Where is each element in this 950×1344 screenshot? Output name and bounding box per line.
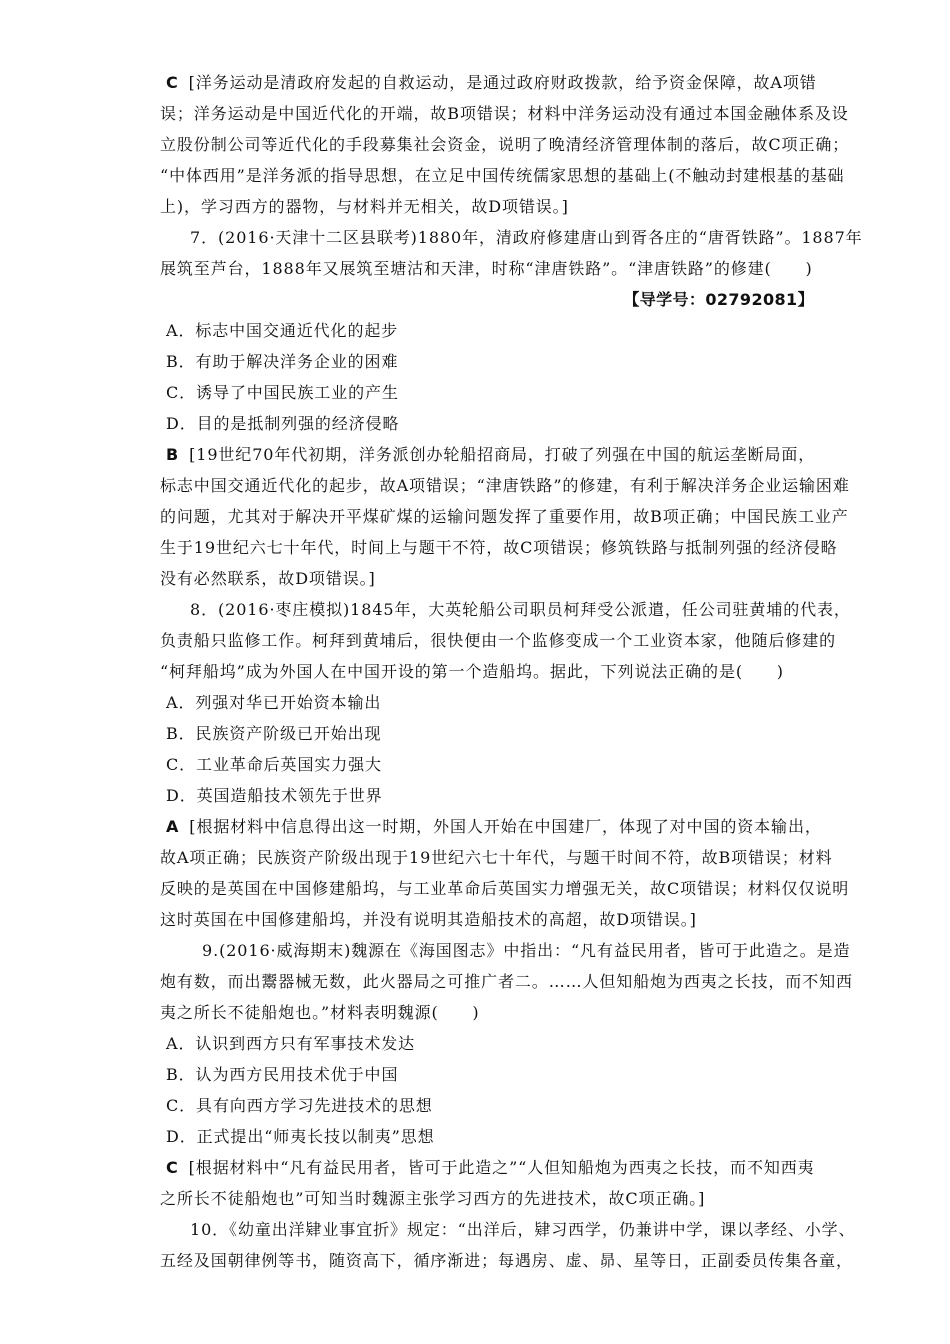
text-line bbox=[202, 941, 852, 961]
answer-letter: A bbox=[166, 817, 180, 836]
line-text: 立股份制公司等近代化的手段募集社会资金，说明了晚清经济管理体制的落后，故C项正确； bbox=[160, 135, 850, 154]
answer-letter: C bbox=[166, 73, 179, 92]
text-line bbox=[160, 135, 850, 155]
text-line bbox=[190, 1220, 856, 1240]
line-text: B．民族资产阶级已开始出现 bbox=[166, 724, 382, 743]
option-line bbox=[166, 724, 816, 744]
answer-letter: B bbox=[166, 445, 180, 464]
text-line bbox=[160, 197, 810, 217]
text-line bbox=[160, 879, 850, 899]
line-text: 7．(2016·天津十二区县联考)1880年，清政府修建唐山到胥各庄的“唐胥铁路”。1887年 bbox=[190, 228, 863, 247]
line-text: 炮有数，而出鬻器械无数，此火器局之可推广者二。……人但知船炮为西夷之长技，而不知西 bbox=[160, 972, 853, 991]
line-text: [洋务运动是清政府发起的自救运动，是通过政府财政拨款，给予资金保障，故A项错 bbox=[188, 73, 817, 92]
text-line bbox=[160, 1189, 810, 1209]
line-text: 故A项正确；民族资产阶级出现于19世纪六七十年代，与题干时间不符，故B项错误；材料 bbox=[160, 848, 833, 867]
line-text: 【导学号：02792081】 bbox=[623, 290, 814, 309]
line-text: D．英国造船技术领先于世界 bbox=[166, 786, 383, 805]
option-line bbox=[166, 1096, 816, 1116]
line-text: 上)，学习西方的器物，与材料并无相关，故D项错误。] bbox=[160, 197, 569, 216]
line-text: C．诱导了中国民族工业的产生 bbox=[166, 383, 399, 402]
text-line bbox=[160, 910, 810, 930]
line-text: C．工业革命后英国实力强大 bbox=[166, 755, 382, 774]
text-line bbox=[160, 259, 813, 279]
line-text: A．列强对华已开始资本输出 bbox=[166, 693, 382, 712]
line-text: 之所长不徒船炮也”可知当时魏源主张学习西方的先进技术，故C项正确。] bbox=[160, 1189, 706, 1208]
option-line bbox=[166, 1127, 816, 1147]
option-line bbox=[166, 1065, 816, 1085]
text-line bbox=[190, 600, 851, 620]
text-line bbox=[160, 1003, 810, 1023]
line-text: B．认为西方民用技术优于中国 bbox=[166, 1065, 399, 1084]
text-line bbox=[160, 507, 849, 527]
option-line bbox=[166, 755, 816, 775]
answer-line bbox=[166, 445, 816, 465]
line-text: 8．(2016·枣庄模拟)1845年，大英轮船公司职员柯拜受公派遣，任公司驻黄埔的代表， bbox=[190, 600, 851, 619]
line-text: 夷之所长不徒船炮也。”材料表明魏源( ) bbox=[160, 1003, 480, 1022]
option-line bbox=[166, 786, 816, 806]
text-line bbox=[160, 972, 853, 992]
answer-line bbox=[166, 73, 816, 93]
line-text: 9.(2016·威海期末)魏源在《海国图志》中指出：“凡有益民用者，皆可于此造之。是造 bbox=[202, 941, 851, 960]
text-line bbox=[160, 1251, 853, 1271]
line-text: 五经及国朝律例等书，随资高下，循序渐进；每遇房、虚、昴、星等日，正副委员传集各童， bbox=[160, 1251, 853, 1270]
line-text: B．有助于解决洋务企业的困难 bbox=[166, 352, 399, 371]
answer-line bbox=[166, 1158, 816, 1178]
line-text: [19世纪70年代初期，洋务派创办轮船招商局，打破了列强在中国的航运垄断局面， bbox=[189, 445, 816, 464]
answer-line bbox=[166, 817, 822, 837]
text-line bbox=[160, 104, 849, 124]
option-line bbox=[166, 352, 816, 372]
line-text: D．目的是抵制列强的经济侵略 bbox=[166, 414, 400, 433]
line-text: 这时英国在中国修建船坞，并没有说明其造船技术的高超，故D项错误。] bbox=[160, 910, 697, 929]
option-line bbox=[166, 383, 816, 403]
option-line bbox=[166, 693, 816, 713]
line-text: 没有必然联系，故D项错误。] bbox=[160, 569, 376, 588]
option-line bbox=[166, 1034, 816, 1054]
text-line bbox=[190, 228, 863, 248]
line-text: A．认识到西方只有军事技术发达 bbox=[166, 1034, 416, 1053]
line-text: 生于19世纪六七十年代，时间上与题干不符，故C项错误；修筑铁路与抵制列强的经济侵略 bbox=[160, 538, 838, 557]
line-text: D．正式提出“师夷长技以制夷”思想 bbox=[166, 1127, 435, 1146]
option-line bbox=[166, 414, 816, 434]
text-line bbox=[160, 848, 833, 868]
line-text: “中体西用”是洋务派的指导思想，在立足中国传统儒家思想的基础上(不触动封建根基的基础 bbox=[160, 166, 845, 185]
line-text: 10．《幼童出洋肄业事宜折》规定：“出洋后，肄习西学，仍兼讲中学，课以孝经、小学、 bbox=[190, 1220, 856, 1239]
text-line bbox=[160, 662, 810, 682]
line-text: 标志中国交通近代化的起步，故A项错误；“津唐铁路”的修建，有利于解决洋务企业运输困难 bbox=[160, 476, 850, 495]
text-line bbox=[160, 538, 838, 558]
line-text: C．具有向西方学习先进技术的思想 bbox=[166, 1096, 433, 1115]
line-text: [根据材料中“凡有益民用者，皆可于此造之”“人但知船炮为西夷之长技，而不知西夷 bbox=[188, 1158, 815, 1177]
line-text: 误；洋务运动是中国近代化的开端，故B项错误；材料中洋务运动没有通过本国金融体系及设 bbox=[160, 104, 849, 123]
line-text: A．标志中国交通近代化的起步 bbox=[166, 321, 399, 340]
text-line bbox=[160, 631, 837, 651]
text-line bbox=[160, 476, 850, 496]
answer-letter: C bbox=[166, 1158, 179, 1177]
text-line bbox=[160, 166, 845, 186]
line-text: [根据材料中信息得出这一时期，外国人开始在中国建厂，体现了对中国的资本输出， bbox=[189, 817, 822, 836]
line-text: “柯拜船坞”成为外国人在中国开设的第一个造船坞。据此，下列说法正确的是( ) bbox=[160, 662, 784, 681]
line-text: 的问题，尤其对于解决开平煤矿煤的运输问题发挥了重要作用，故B项正确；中国民族工业产 bbox=[160, 507, 849, 526]
text-line bbox=[160, 569, 810, 589]
option-line bbox=[166, 321, 816, 341]
line-text: 负责船只监修工作。柯拜到黄埔后，很快便由一个监修变成一个工业资本家，他随后修建的 bbox=[160, 631, 837, 650]
reference-number bbox=[623, 290, 814, 310]
line-text: 反映的是英国在中国修建船坞，与工业革命后英国实力增强无关，故C项错误；材料仅仅说明 bbox=[160, 879, 850, 898]
line-text: 展筑至芦台，1888年又展筑至塘沽和天津，时称“津唐铁路”。“津唐铁路”的修建( ) bbox=[160, 259, 813, 278]
